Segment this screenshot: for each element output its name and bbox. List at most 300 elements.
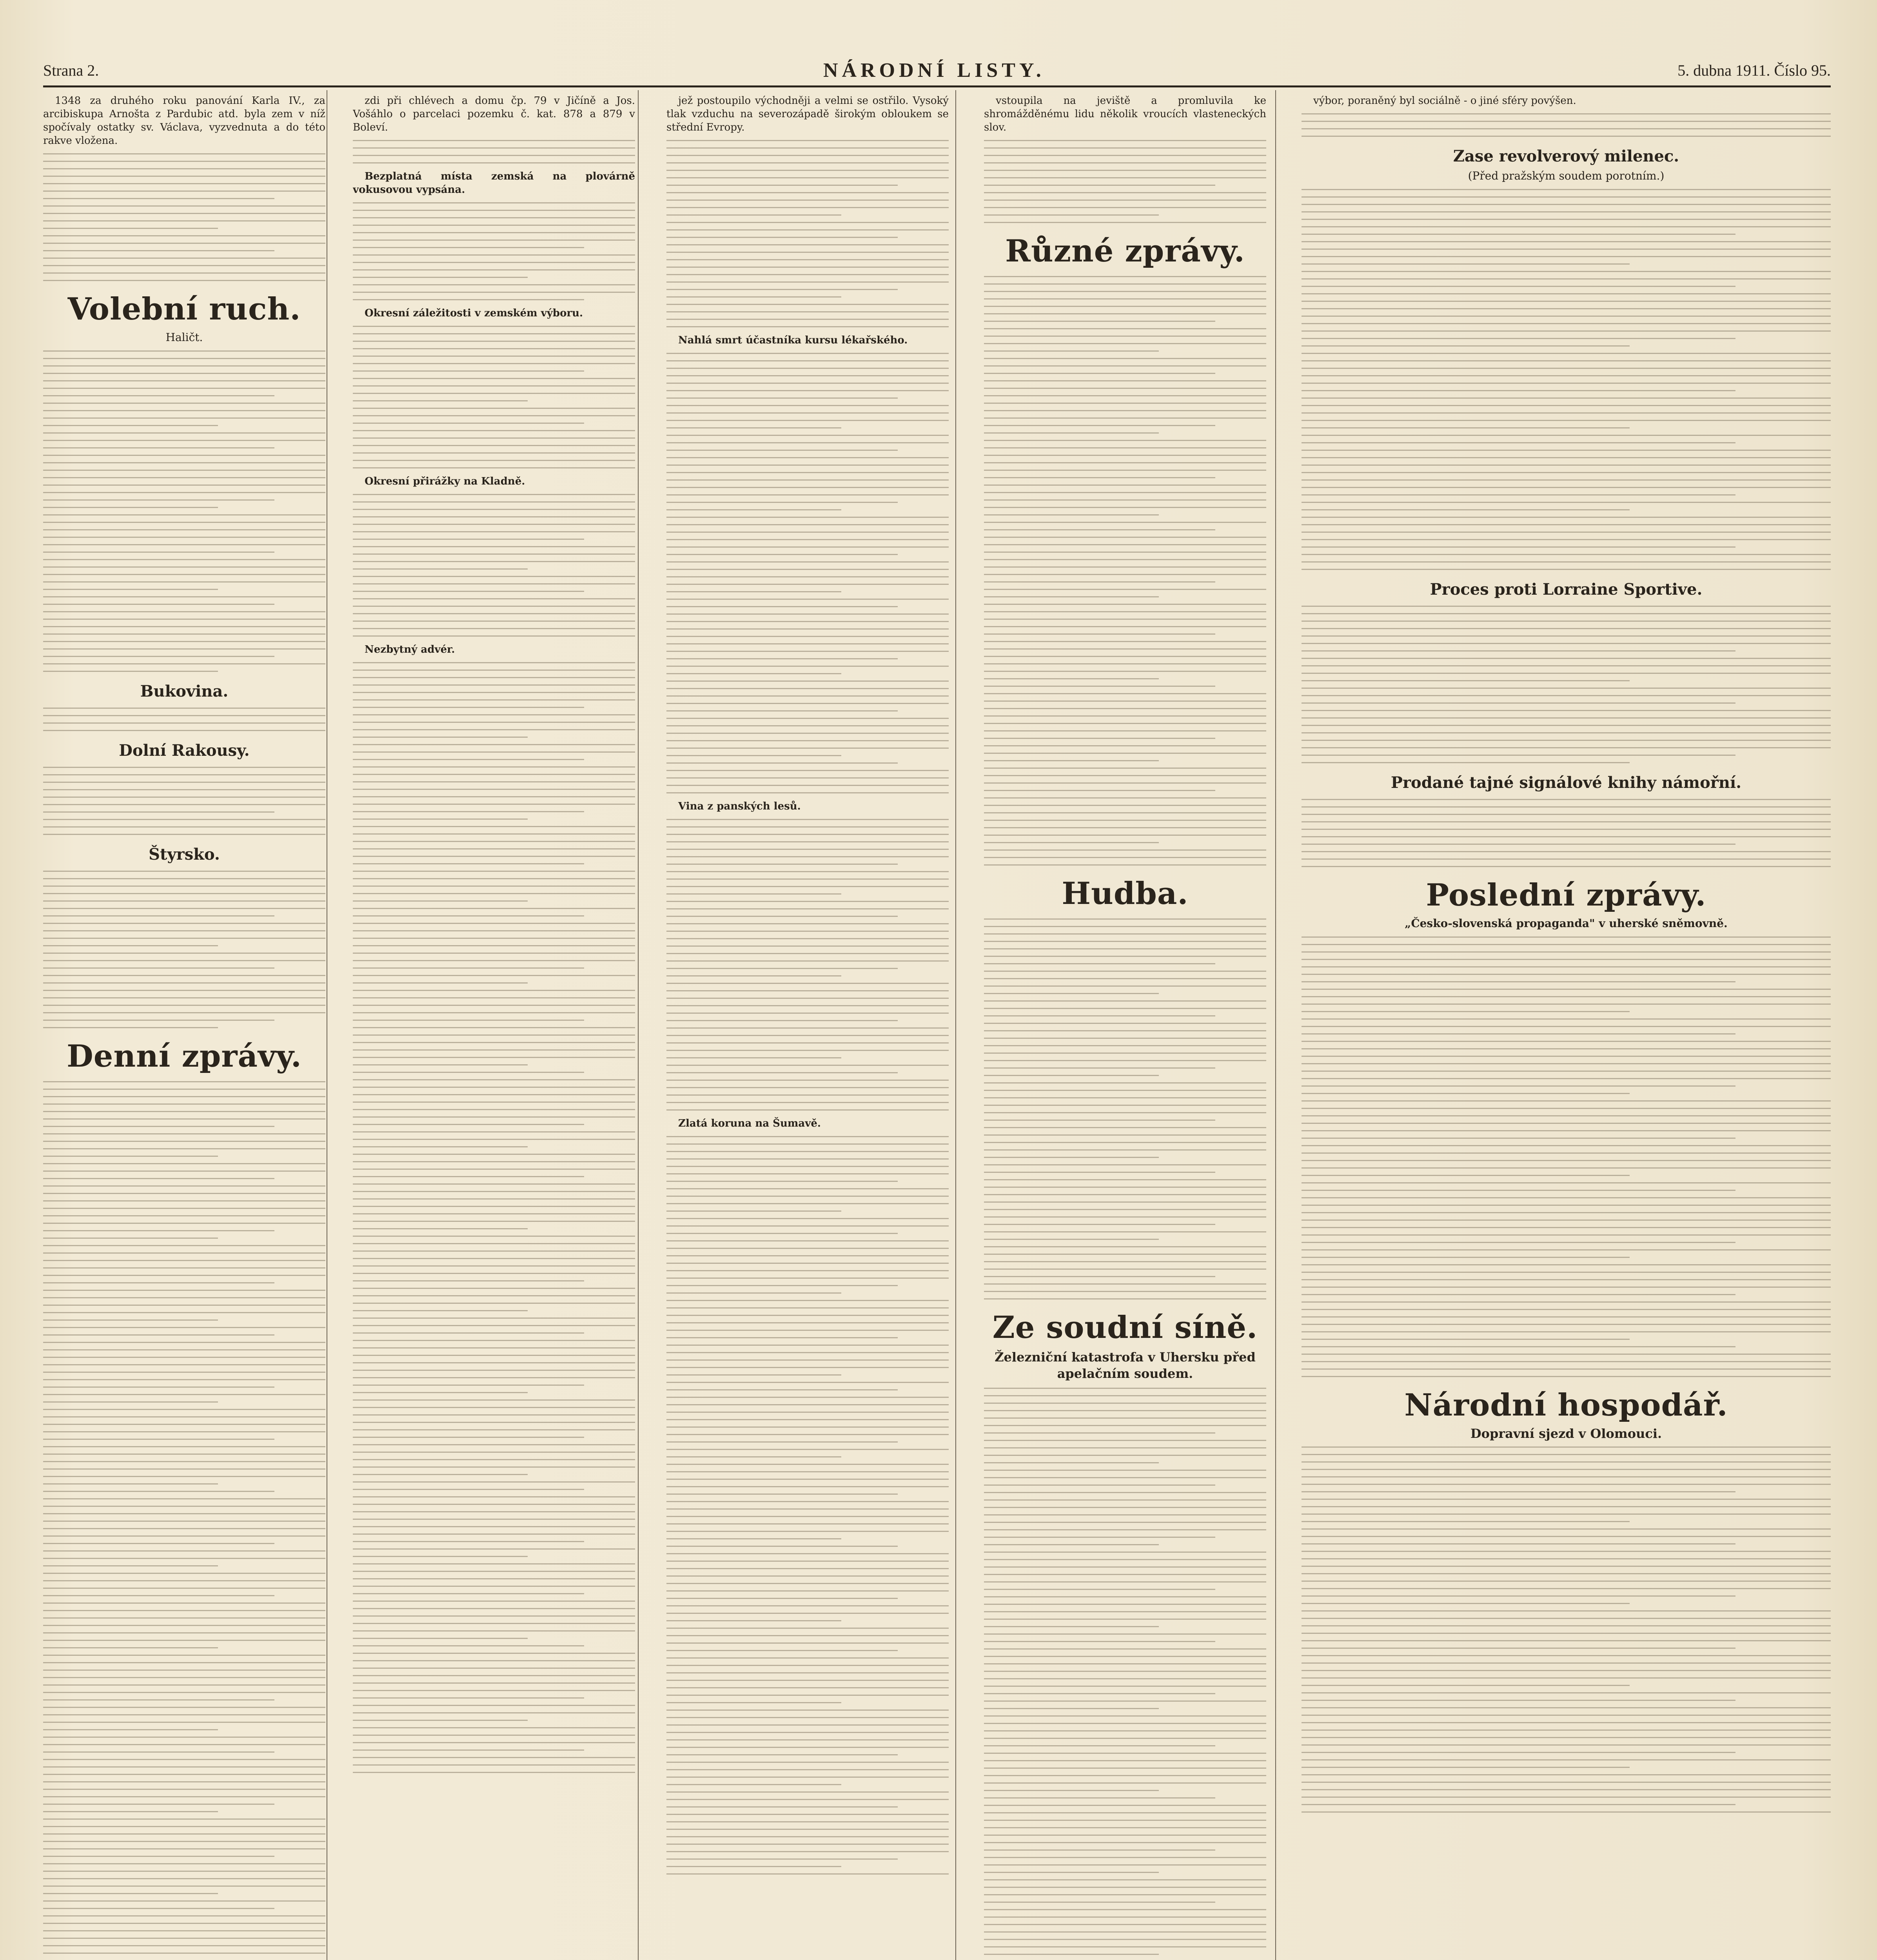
text-line — [1302, 1811, 1831, 1813]
text-line — [43, 893, 325, 894]
text-line — [43, 1923, 325, 1924]
text-line — [666, 1027, 949, 1029]
text-line — [666, 360, 949, 361]
text-line — [984, 948, 1266, 949]
text-line — [43, 1431, 325, 1432]
text-line — [984, 1924, 1266, 1925]
text-line — [984, 1626, 1159, 1627]
text-line — [43, 350, 325, 352]
text-line — [43, 1602, 325, 1604]
text-line — [353, 606, 635, 607]
text-line — [353, 796, 635, 797]
text-line — [666, 998, 949, 999]
body-text — [984, 918, 1266, 1299]
text-line — [666, 673, 841, 674]
text-line — [43, 388, 325, 389]
text-line — [43, 1640, 325, 1641]
text-line — [353, 378, 635, 379]
text-line — [1302, 219, 1831, 220]
text-line — [984, 701, 1266, 702]
text-line — [1302, 1175, 1630, 1176]
text-line — [984, 1544, 1159, 1545]
text-line — [43, 1439, 274, 1440]
text-line — [984, 477, 1215, 478]
text-line — [984, 1060, 1266, 1061]
text-line — [1302, 241, 1831, 242]
text-line — [666, 931, 949, 932]
text-line — [666, 1680, 949, 1681]
text-line — [666, 1613, 949, 1614]
text-line — [43, 1394, 325, 1395]
text-line — [353, 1563, 635, 1564]
text-line — [1302, 271, 1831, 272]
text-line — [43, 1737, 325, 1738]
text-line — [353, 1303, 635, 1304]
text-line — [1302, 1640, 1831, 1641]
text-line — [353, 341, 635, 342]
text-line — [353, 1116, 635, 1118]
text-line — [666, 1657, 949, 1659]
text-line — [1302, 1220, 1831, 1221]
text-line — [43, 1670, 325, 1671]
body-text — [353, 494, 635, 637]
section-headline: Bukovina. — [140, 682, 229, 701]
text-line — [43, 789, 325, 790]
text-line — [353, 729, 635, 730]
text-line — [666, 1300, 949, 1301]
text-line — [1302, 450, 1831, 451]
text-line — [984, 1097, 1266, 1098]
news-item-title: Okresní záležitosti v zemském výboru. — [365, 307, 583, 319]
section-headline: Štyrsko. — [149, 845, 220, 864]
text-line — [353, 1504, 635, 1505]
text-line — [43, 1089, 325, 1090]
text-line — [666, 1791, 949, 1793]
section-subhead: „Česko-slovenská propaganda" v uherské sněmovně. — [1405, 917, 1728, 930]
text-line — [666, 1821, 949, 1822]
text-line — [1302, 725, 1831, 726]
text-line — [666, 546, 949, 548]
text-line — [666, 1873, 949, 1875]
text-line — [1302, 936, 1831, 938]
text-line — [984, 1797, 1215, 1798]
page-label: Strana 2. — [43, 62, 99, 79]
column-divider — [638, 90, 639, 1960]
text-line — [43, 589, 218, 590]
text-line — [666, 1702, 841, 1703]
text-line — [43, 1126, 274, 1127]
text-line — [43, 1379, 325, 1380]
text-line — [666, 326, 949, 327]
text-line — [666, 140, 949, 141]
text-line — [666, 1397, 949, 1398]
text-line — [666, 1426, 949, 1428]
section-headline: Proces proti Lorraine Sportive. — [1430, 580, 1703, 599]
text-line — [1302, 1543, 1735, 1544]
text-line — [666, 1255, 949, 1256]
text-line — [984, 745, 1266, 746]
text-line — [984, 1954, 1159, 1955]
text-line — [984, 1492, 1266, 1493]
text-line — [666, 1072, 898, 1073]
text-line — [43, 1714, 325, 1715]
text-line — [984, 1641, 1215, 1642]
text-line — [984, 1775, 1266, 1776]
text-line — [353, 886, 635, 887]
text-line — [984, 1112, 1266, 1113]
text-line — [984, 1812, 1266, 1813]
text-line — [984, 514, 1159, 515]
text-line — [666, 849, 949, 850]
text-line — [984, 1678, 1266, 1679]
text-line — [666, 229, 949, 230]
text-line — [1302, 368, 1831, 369]
newspaper-title: NÁRODNÍ LISTY. — [823, 59, 1045, 82]
text-line — [666, 983, 949, 984]
text-line — [1302, 502, 1831, 503]
text-line — [353, 1556, 528, 1557]
text-line — [984, 797, 1266, 799]
text-line — [353, 1422, 635, 1423]
text-line — [666, 878, 949, 880]
text-line — [1302, 1354, 1831, 1355]
text-line — [43, 1908, 274, 1909]
text-line — [1302, 799, 1831, 800]
text-line — [666, 591, 841, 592]
text-line — [353, 1764, 635, 1766]
text-line — [984, 1723, 1266, 1724]
text-line — [1302, 472, 1831, 473]
text-line — [43, 529, 325, 530]
text-line — [1302, 613, 1831, 614]
text-line — [666, 938, 949, 939]
text-line — [1302, 1167, 1831, 1169]
text-line — [353, 1757, 635, 1758]
text-line — [984, 291, 1266, 292]
text-line — [353, 1474, 528, 1475]
text-line — [666, 1315, 949, 1316]
text-line — [984, 1648, 1266, 1650]
text-line — [984, 1209, 1266, 1210]
text-line — [984, 1075, 1159, 1076]
text-line — [43, 1357, 325, 1358]
text-line — [984, 1842, 1266, 1843]
text-line — [666, 916, 898, 917]
text-line — [1302, 755, 1735, 756]
text-line — [43, 455, 325, 456]
text-line — [666, 1225, 949, 1227]
section-headline: Dolní Rakousy. — [119, 741, 250, 760]
text-line — [666, 864, 898, 865]
text-line — [1302, 1499, 1831, 1500]
news-item-title: Nahlá smrt účastníka kursu lékařského. — [678, 334, 908, 346]
text-line — [984, 1425, 1266, 1426]
text-line — [353, 269, 635, 270]
text-line — [1302, 301, 1831, 302]
text-line — [666, 1568, 949, 1569]
text-line — [353, 915, 584, 916]
text-line — [353, 1682, 635, 1684]
text-line — [984, 1038, 1266, 1039]
text-line — [353, 1452, 635, 1453]
text-line — [984, 1552, 1266, 1553]
text-line — [984, 1395, 1266, 1396]
text-line — [353, 1623, 635, 1624]
text-line — [353, 1161, 635, 1162]
text-line — [353, 871, 635, 872]
text-line — [984, 1231, 1266, 1232]
text-line — [666, 1151, 949, 1152]
text-line — [984, 1604, 1266, 1605]
text-line — [984, 343, 1266, 344]
news-item-title: Okresní přirážky na Kladně. — [365, 475, 525, 487]
text-line — [43, 1498, 325, 1499]
article-intro: jež postoupilo východněji a velmi se ostřilo. Vysoký tlak vzduchu na severozápadě širokým obloukem se střední Evropy. — [666, 95, 949, 133]
text-line — [984, 283, 1266, 285]
text-line — [353, 539, 584, 540]
text-line — [666, 923, 949, 924]
text-line — [1302, 1100, 1831, 1102]
text-line — [43, 1588, 325, 1589]
text-line — [353, 923, 635, 924]
text-line — [353, 975, 635, 976]
text-line — [353, 1273, 635, 1274]
text-line — [984, 1179, 1266, 1180]
text-line — [984, 140, 1266, 141]
text-line — [1302, 1573, 1831, 1574]
text-line — [666, 524, 949, 525]
body-text — [666, 140, 949, 327]
text-line — [666, 267, 949, 268]
text-line — [984, 708, 1266, 709]
text-line — [1302, 1633, 1831, 1634]
text-line — [1302, 762, 1630, 763]
text-line — [666, 968, 898, 969]
text-line — [984, 753, 1266, 754]
text-line — [984, 812, 1266, 813]
text-line — [353, 1057, 635, 1058]
text-line — [1302, 1309, 1831, 1310]
text-line — [1302, 308, 1831, 309]
text-line — [1302, 1041, 1831, 1042]
text-line — [353, 1690, 635, 1691]
text-line — [43, 243, 325, 244]
text-line — [43, 280, 325, 281]
text-line — [1302, 1506, 1831, 1507]
text-line — [1302, 1115, 1831, 1116]
text-line — [43, 938, 325, 939]
text-line — [1302, 383, 1831, 384]
text-line — [43, 1632, 325, 1633]
text-line — [353, 1198, 635, 1200]
text-line — [666, 1203, 949, 1204]
text-line — [666, 517, 949, 518]
text-line — [984, 155, 1266, 156]
text-line — [353, 155, 635, 156]
masthead — [43, 59, 1831, 84]
text-line — [984, 978, 1266, 979]
text-line — [666, 1434, 949, 1435]
text-line — [984, 1782, 1266, 1784]
text-line — [1302, 412, 1831, 414]
text-line — [1302, 959, 1831, 960]
text-line — [666, 1829, 949, 1830]
text-line — [984, 604, 1266, 605]
text-line — [43, 811, 274, 813]
text-line — [1302, 1767, 1630, 1768]
text-line — [666, 1516, 949, 1517]
text-line — [353, 893, 635, 894]
text-line — [1302, 829, 1831, 830]
text-line — [984, 775, 1266, 776]
text-line — [666, 390, 949, 391]
text-line — [1302, 494, 1735, 495]
text-line — [1302, 695, 1831, 696]
text-line — [353, 232, 635, 233]
text-line — [666, 688, 949, 689]
text-line — [43, 767, 325, 768]
text-line — [1302, 1056, 1831, 1057]
text-line — [1302, 465, 1831, 466]
text-line — [666, 1050, 949, 1051]
text-line — [1302, 1670, 1831, 1671]
text-line — [43, 626, 325, 627]
text-line — [43, 477, 325, 478]
text-line — [1302, 996, 1831, 997]
text-line — [666, 703, 949, 704]
text-line — [666, 755, 841, 756]
text-line — [984, 1537, 1215, 1538]
text-line — [353, 1072, 584, 1073]
text-line — [1302, 966, 1831, 967]
text-line — [353, 524, 635, 525]
text-line — [43, 1185, 325, 1187]
text-line — [984, 388, 1266, 389]
text-line — [1302, 561, 1831, 563]
text-line — [666, 1158, 949, 1160]
text-line — [353, 1005, 635, 1006]
text-line — [1302, 1744, 1831, 1746]
text-line — [43, 953, 325, 954]
text-line — [353, 1660, 635, 1661]
text-line — [1302, 844, 1735, 845]
text-line — [353, 953, 635, 954]
text-line — [666, 1635, 949, 1636]
text-line — [43, 1483, 218, 1485]
text-line — [43, 1900, 325, 1902]
text-line — [984, 1291, 1266, 1292]
text-line — [353, 531, 635, 532]
text-line — [984, 1403, 1266, 1404]
text-line — [1302, 1130, 1831, 1131]
text-line — [353, 1645, 584, 1646]
text-line — [666, 856, 949, 857]
text-line — [1302, 397, 1831, 399]
text-line — [666, 762, 898, 764]
text-line — [1302, 1085, 1735, 1087]
text-line — [984, 470, 1266, 471]
text-line — [1302, 1138, 1735, 1139]
text-line — [984, 715, 1266, 717]
text-line — [353, 1720, 528, 1721]
text-line — [666, 569, 949, 570]
text-line — [666, 1538, 841, 1539]
text-line — [43, 447, 274, 448]
text-line — [666, 792, 949, 793]
text-line — [984, 1849, 1215, 1851]
text-line — [666, 606, 898, 607]
text-line — [984, 222, 1266, 223]
text-line — [984, 760, 1159, 761]
text-line — [984, 1686, 1266, 1687]
text-line — [43, 1446, 325, 1447]
text-line — [353, 437, 635, 439]
text-line — [43, 804, 325, 805]
text-line — [984, 1417, 1266, 1419]
text-line — [1302, 635, 1831, 637]
text-line — [353, 1496, 635, 1497]
text-line — [43, 619, 325, 620]
text-line — [666, 1352, 949, 1353]
text-line — [666, 695, 949, 697]
text-line — [1302, 1026, 1831, 1027]
text-line — [353, 452, 635, 454]
text-line — [984, 1477, 1266, 1478]
text-line — [666, 1181, 898, 1182]
column-2 — [353, 94, 635, 1960]
text-line — [666, 1166, 949, 1167]
text-line — [984, 1053, 1266, 1054]
text-line — [43, 1148, 325, 1149]
text-line — [1302, 658, 1831, 659]
text-line — [353, 1526, 635, 1527]
text-line — [984, 686, 1215, 687]
text-line — [1302, 1316, 1831, 1318]
text-line — [666, 1486, 949, 1487]
text-line — [353, 1221, 635, 1222]
text-line — [1302, 204, 1831, 205]
text-line — [43, 1915, 325, 1916]
text-line — [1302, 1595, 1735, 1597]
text-line — [666, 1777, 949, 1778]
text-line — [666, 296, 841, 298]
text-line — [43, 410, 325, 411]
text-line — [1302, 1722, 1831, 1723]
text-line — [353, 960, 635, 961]
text-line — [43, 1312, 325, 1313]
text-line — [353, 385, 635, 387]
text-line — [1302, 1152, 1831, 1154]
text-line — [984, 306, 1266, 307]
text-line — [353, 1154, 635, 1155]
text-line — [1302, 196, 1831, 198]
text-line — [353, 598, 635, 599]
text-line — [666, 1650, 898, 1651]
text-line — [43, 499, 274, 501]
text-line — [353, 1541, 584, 1542]
text-line — [353, 707, 584, 708]
text-line — [1302, 1603, 1630, 1604]
text-line — [984, 1909, 1266, 1910]
text-line — [353, 254, 635, 256]
text-line — [666, 1858, 898, 1860]
text-line — [353, 1735, 635, 1736]
text-line — [353, 225, 635, 226]
text-line — [984, 782, 1266, 784]
text-line — [43, 1781, 325, 1782]
text-line — [1302, 189, 1831, 190]
text-line — [1302, 673, 1831, 674]
